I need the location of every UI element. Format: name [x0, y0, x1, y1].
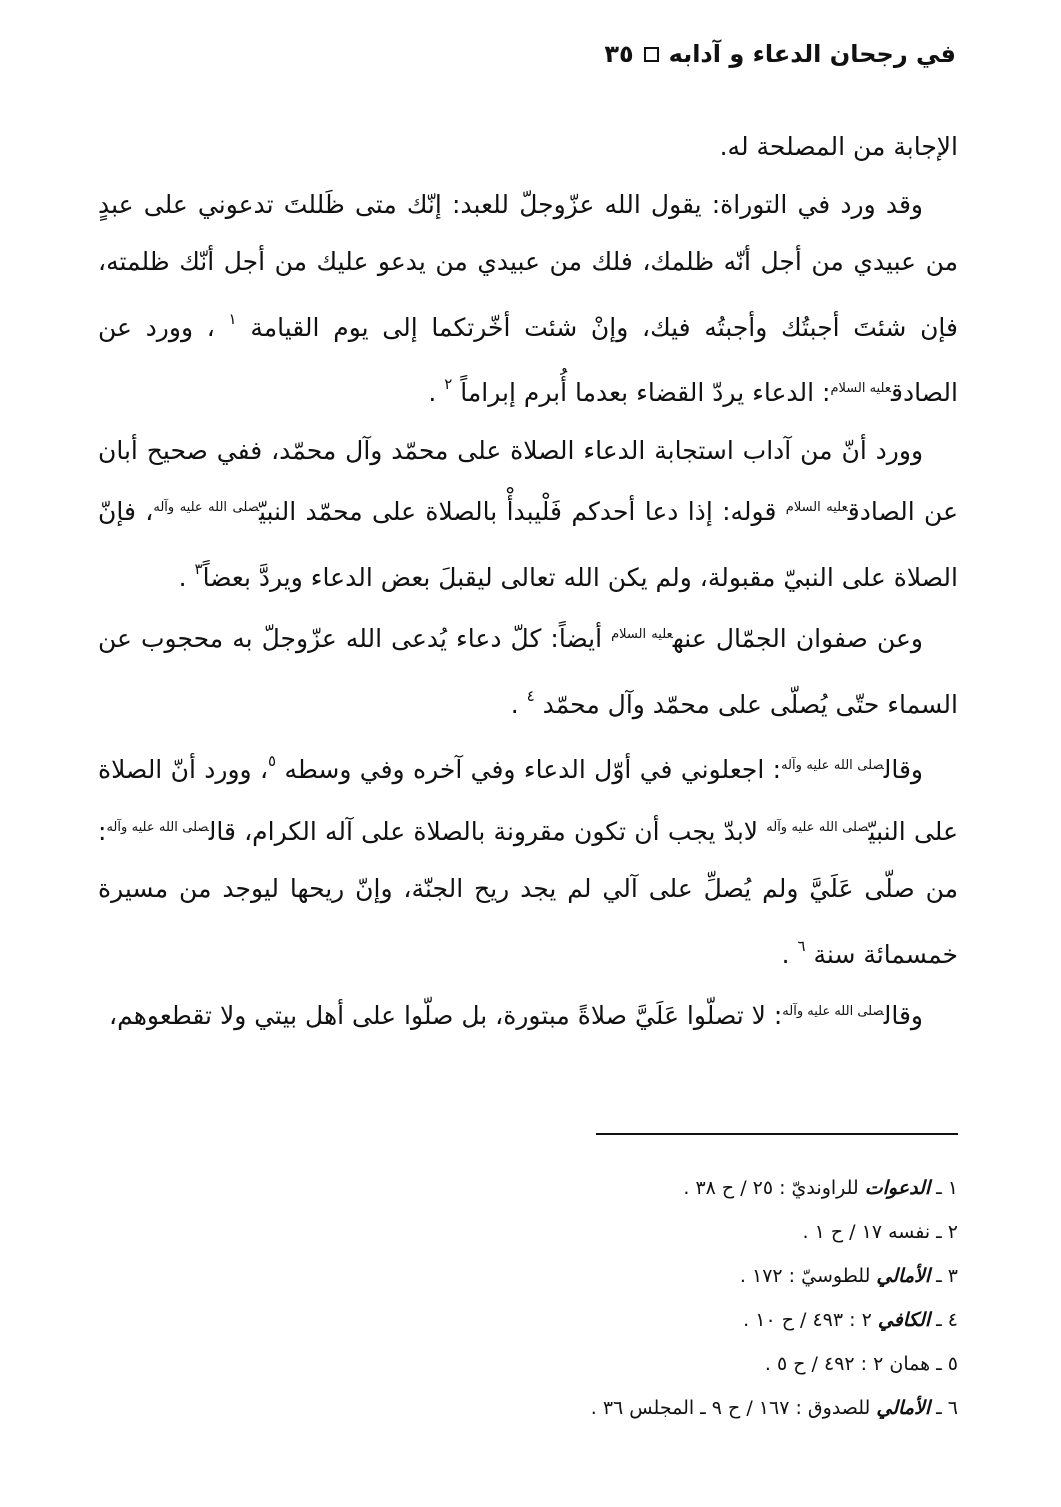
text-line: وقال: [883, 755, 923, 784]
footnote-number: ٥ ـ: [936, 1353, 958, 1375]
honorific-glyph: عليه السلام: [830, 381, 892, 396]
footnote-ref: ٦: [797, 936, 806, 955]
paragraph-1: [98, 118, 958, 176]
page-number: ٣٥: [604, 40, 634, 68]
footnote-2: [300, 1210, 958, 1254]
footnote-book: الأمالي: [876, 1265, 931, 1287]
punctuation: .: [428, 378, 437, 407]
footnote-1: [300, 1166, 958, 1210]
footnote-ref: ١: [228, 309, 237, 328]
footnote-ref: ٣: [194, 559, 203, 578]
text-line: وعن صفوان الجمّال عنه: [672, 624, 923, 653]
footnote-ref: ٢: [444, 375, 453, 393]
text-line: ظلمته، فإن شئتَ أجبتُك وأجبتُه فيك، وإنْ شئت أخّرتكما إلى يوم القيامة: [98, 247, 958, 342]
footnote-book: الكافي: [877, 1309, 931, 1331]
footnote-ref: ٤: [526, 686, 535, 705]
paragraph-2: [98, 176, 958, 422]
footnote-reference: ٢ : ٤٩٣ / ح ١٠ .: [743, 1309, 872, 1331]
text-line: وقال: [883, 1001, 923, 1030]
footnote-reference: للصدوق : ١٦٧ / ح ٩ ـ المجلس ٣٦ .: [590, 1397, 871, 1419]
footnotes: [300, 1166, 958, 1430]
text-line: : لا تصلّوا عَلَيَّ صلاةً مبتورة، بل صلّوا على أهل بيتي ولا تقطعوهم،: [109, 1001, 783, 1030]
footnote-book: الدعوات: [864, 1177, 931, 1199]
header-square-icon: [644, 47, 659, 62]
honorific-glyph: صلى الله عليه وآله: [766, 819, 869, 835]
text-line: ، وورد أنّ الصلاة على: [98, 755, 958, 846]
footnote-reference: للراونديّ : ٢٥ / ح ٣٨ .: [683, 1177, 859, 1199]
paragraph-6: [98, 983, 958, 1045]
text-line: عَلَيَّ ولم يُصلِّ على آلي لم يجد ريح الجنّة، وإنّ ريحها ليوجد من مسيرة: [98, 874, 854, 903]
punctuation: .: [510, 689, 519, 719]
text-line: النبيّ: [258, 497, 297, 526]
running-header: [604, 40, 956, 68]
footnote-separator: [596, 1133, 958, 1135]
footnote-number: ١ ـ: [936, 1177, 958, 1199]
text-line: وقد ورد في التوراة: يقول الله عزّوجلّ للعبد: إنّك متى ظَللتَ تدعوني على عبدٍ: [98, 189, 923, 219]
header-title: في رجحان الدعاء و آدابه: [668, 40, 956, 68]
text-line: صحيح أبان عن الصادق: [98, 435, 959, 526]
footnote-number: ٢ ـ: [936, 1221, 958, 1243]
text-line: النبيّ: [868, 816, 906, 846]
text-line: : من صلّى: [98, 816, 958, 903]
punctuation: .: [781, 939, 790, 969]
text-line: ، فإنّ الصلاة على النبيّ مقبولة، ولم يكن الله تعالى ليقبلَ بعض الدعاء: [98, 497, 958, 592]
text-line: خمسمائة سنة: [813, 939, 958, 969]
honorific-glyph: صلى الله عليه وآله: [782, 1004, 884, 1019]
honorific-glyph: صلى الله عليه وآله: [781, 758, 884, 773]
footnote-5: [300, 1342, 958, 1386]
text-line: ويردَّ بعضاً: [202, 562, 303, 592]
main-text: [98, 118, 958, 1045]
text-line: عن السماء حتّى يُصلّى على محمّد وآل محمّد: [98, 624, 958, 719]
footnote-number: ٤ ـ: [936, 1309, 958, 1331]
footnote-4: [300, 1298, 958, 1342]
footnote-3: [300, 1254, 958, 1298]
footnote-reference: همان ٢ : ٤٩٢ / ح ٥ .: [764, 1353, 931, 1375]
text-line: لابدّ يجب أن تكون مقرونة بالصلاة على آله الكرام، قال: [208, 816, 759, 846]
text-line: وورد أنّ من آداب استجابة الدعاء الصلاة على محمّد وآل محمّد، ففي: [216, 435, 924, 465]
text-line: من عبيدي من أجل أنّه ظلمك، فلك من عبيدي من يدعو عليك من أجل أنّك: [179, 247, 958, 276]
text-line: : الدعاء يردّ القضاء بعدما أُبرم إبراماً: [460, 378, 831, 407]
footnote-book: الأمالي: [876, 1397, 931, 1419]
text-line: : اجعلوني في أوّل الدعاء وفي آخره وفي وسطه: [284, 755, 782, 784]
footnote-ref: ٥: [268, 752, 277, 770]
punctuation: ،: [206, 312, 215, 342]
text-line: الإجابة من المصلحة له.: [719, 132, 958, 161]
footnote-number: ٦ ـ: [936, 1397, 958, 1419]
honorific-glyph: عليه السلام: [785, 500, 848, 515]
footnote-number: ٣ ـ: [936, 1265, 958, 1287]
honorific-glyph: عليه السلام: [611, 627, 673, 642]
paragraph-3: [98, 422, 958, 607]
footnote-reference: نفسه ١٧ / ح ١ .: [802, 1221, 931, 1243]
text-line: أيضاً: كلّ دعاء يُدعى الله عزّوجلّ به محجوب: [141, 624, 603, 653]
paragraph-5: [98, 733, 958, 983]
footnote-reference: للطوسيّ : ١٧٢ .: [739, 1265, 871, 1287]
text-line: وورد عن الصادق: [98, 312, 958, 407]
footnote-6: [300, 1386, 958, 1430]
punctuation: .: [178, 562, 187, 592]
honorific-glyph: صلى الله عليه وآله: [153, 500, 259, 515]
honorific-glyph: صلى الله عليه وآله: [106, 819, 209, 835]
text-line: قوله: إذا دعا أحدكم فَلْيبدأْ بالصلاة على محمّد: [305, 497, 777, 526]
paragraph-4: [98, 606, 958, 733]
